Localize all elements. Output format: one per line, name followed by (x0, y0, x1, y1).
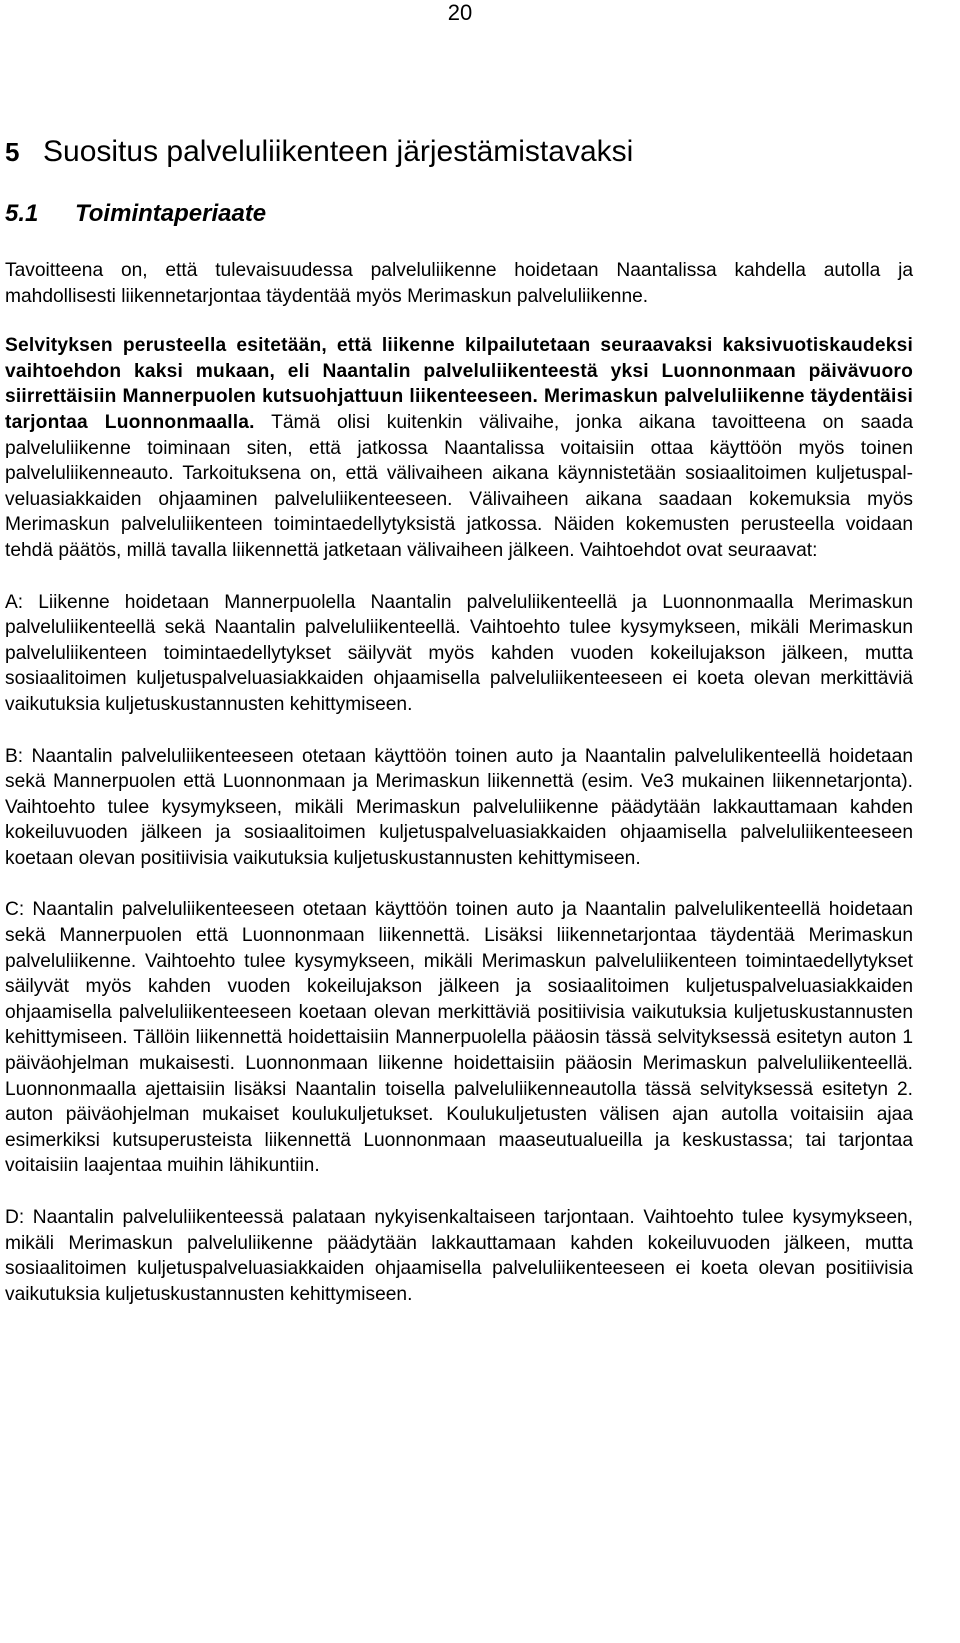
chapter-heading (5, 134, 633, 170)
section-title: Toimintaperiaate (75, 200, 267, 227)
recommendation-paragraph (5, 333, 913, 563)
option-b-paragraph: B: Naantalin palveluliikenteeseen otetaan käyttöön toinen auto ja Naantalin palvelulikenteellä hoidetaan sekä Mannerpuolen että Luonnonmaan ja Merimaskun liikennettä (esim. Ve3 mukainen liikennetarjonta). Vaihtoehto tulee kysymykseen, mikäli Merimaskun palveluliikenne päädytään lakkauttamaan kahden kokeiluvuoden jälkeen ja sosiaalitoimen kuljetuspalveluasiakkaiden ohjaamisella palveluliikenteeseen koetaan olevan positiivisia vaikutuksia kuljetuskustannusten kehittymiseen. (5, 745, 913, 869)
intro-paragraph: Tavoitteena on, että tulevaisuudessa palveluliikenne hoidetaan Naantalissa kahdella autolla ja mahdollisesti liikennetarjontaa täydentää myös Merimaskun palveluliikenne. (5, 260, 913, 307)
recommendation-bold-text: Selvityksen perusteella esitetään, että liikenne kilpailutetaan seuraavaksi kaksivuotiskaudeksi vaihtoehdon kaksi mukaan, eli Naantalin palveluliikenteestä yksi Luonnonmaan päivävuoro siirrettäisiin Mannerpuolen kutsuohjattuun liikenteeseen. Merimaskun palveluliikenne täydentäisi tarjontaa Luonnonmaalla. (5, 335, 913, 433)
option-c-paragraph: C: Naantalin palveluliikenteeseen otetaan käyttöön toinen auto ja Naantalin palvelulikenteellä hoidetaan sekä Mannerpuolen että Luonnonmaan liikennettä. Lisäksi liikennetarjontaa täydentää Merimaskun palveluliikenne. Vaihtoehto tulee kysymykseen, mikäli Merimaskun palveluliikenteen toimintaedellytykset säilyvät myös kahden vuoden kokeilujakson jälkeen ja sosiaalitoimen kuljetuspalveluasiakkaiden ohjaamisella palveluliikenteeseen koetaan olevan merkittäviä positiivisia vaikutuksia kuljetuskustannusten kehittymiseen. Tällöin liikennettä hoidettaisiin Mannerpuolella pääosin tässä selvityksessä esitetyn auton 1 päiväohjelman mukaisesti. Luonnonmaan liikenne hoidettaisiin pääosin Merimaskun palveluliikenteellä. Luonnonmaalla ajettaisiin lisäksi Naantalin toisella palveluliikenneautolla tässä selvityksessä esitetyn 2. auton päiväohjelman mukaiset koulukuljetukset. Koulukuljetusten välisen ajan autolla voitaisiin ajaa esimerkiksi kutsuperusteista liikennettä Luonnonmaan maaseutualueilla ja keskustassa; tai tarjontaa voitaisiin laajentaa muihin lähikuntiin. (5, 899, 913, 1177)
page-number: 20 (447, 0, 473, 25)
option-a-paragraph: A: Liikenne hoidetaan Mannerpuolella Naantalin palveluliikenteellä ja Luonnonmaalla Merimaskun palveluliikenteellä sekä Naantalin palveluliikenteellä. Vaihtoehto tulee kysymykseen, mikäli Merimaskun palveluliikenteen toimintaedellytykset säilyvät myös kahden vuoden kokeilujakson jälkeen, mutta sosiaalitoimen kuljetuspalveluasiakkaiden ohjaamisella palveluliikenteeseen ei koeta olevan merkittäviä vaikutuksia kuljetuskustannusten kehittymiseen. (5, 591, 913, 715)
section-number: 5.1 (5, 200, 39, 227)
section-heading (5, 199, 266, 229)
chapter-number: 5 (5, 137, 20, 167)
body-text (5, 258, 913, 1333)
recommendation-text: Tämä olisi kuitenkin välivaihe, jonka aikana tavoitteena on saada palveluliikenne toiminaan siten, että jatkossa Naantalissa voitaisiin ottaa käyttöön myös toinen palveluliikenneauto. Tarkoituksena on, että välivaiheen aikana käynnistetään sosiaalitoimen kuljetuspalveluasiakkaiden ohjaaminen palveluliikenteeseen. Välivaiheen aikana saadaan kokemuksia myös Merimaskun palveluliikenteen toimintaedellytyksistä jatkossa. Näiden kokemusten perusteella voidaan tehdä päätös, millä tavalla liikennettä jatketaan välivaiheen jälkeen. Vaihtoehdot ovat seuraavat: (5, 411, 913, 561)
chapter-title: Suositus palveluliikenteen järjestämistavaksi (43, 135, 634, 168)
option-d-paragraph: D: Naantalin palveluliikenteessä palataan nykyisenkaltaiseen tarjontaan. Vaihtoehto tulee kysymykseen, mikäli Merimaskun palveluliikenne päädytään lakkauttamaan kahden kokeiluvuoden jälkeen, mutta sosiaalitoimen kuljetuspalveluasiakkaiden ohjaamisella palveluliikenteeseen ei koeta olevan positiivisia vaikutuksia kuljetuskustannusten kehittymiseen. (5, 1207, 913, 1305)
